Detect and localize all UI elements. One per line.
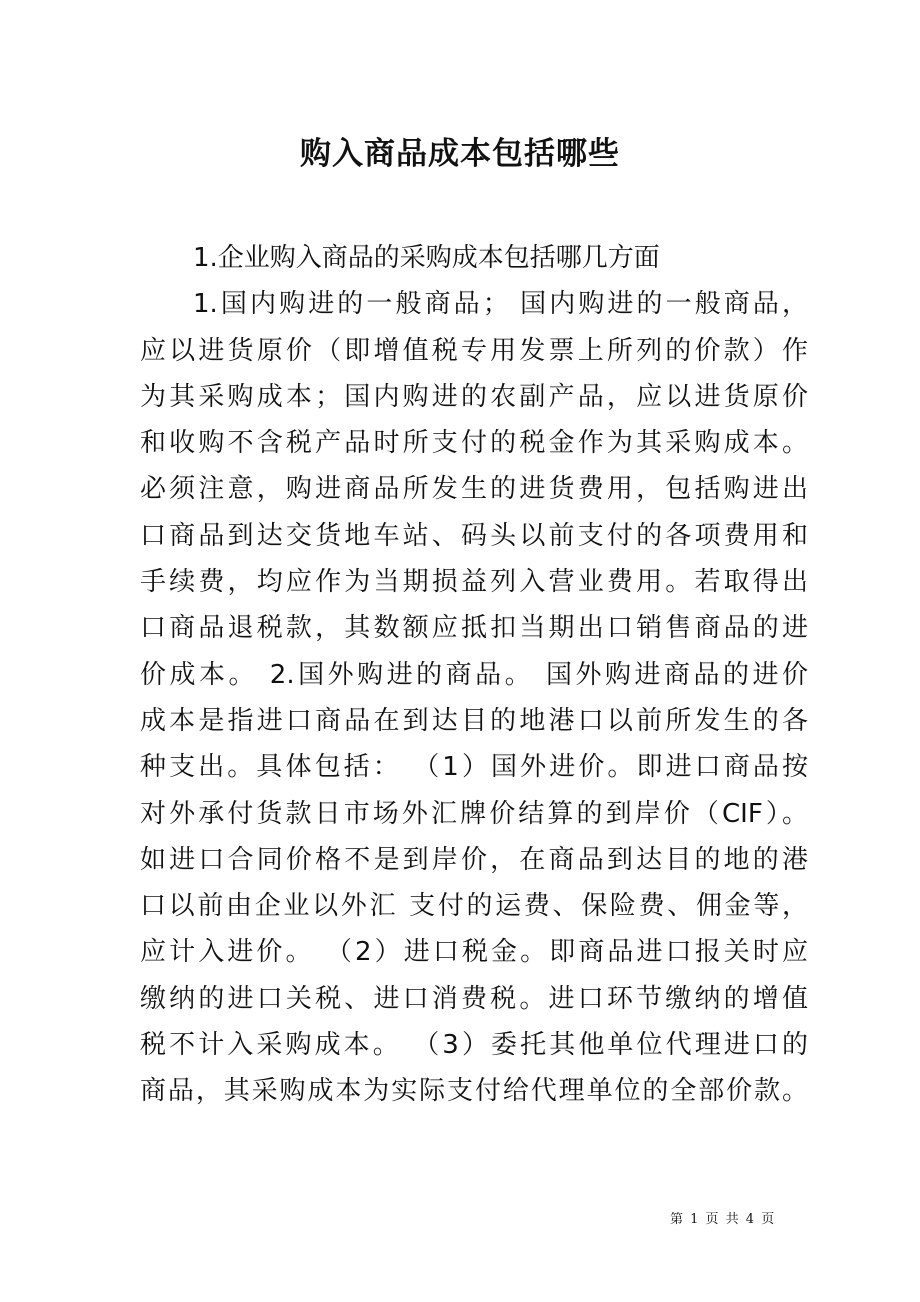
text-line: 和收购不含税产品时所支付的税金作为其采购成本。: [140, 428, 808, 459]
text-line: 应计入进价。 （2）进口税金。即商品进口报关时应: [140, 937, 808, 968]
text-line: 缴纳的进口关税、进口消费税。进口环节缴纳的增值: [140, 983, 808, 1014]
page-number-footer: 第 1 页 共 4 页: [670, 1212, 775, 1227]
text-line: 种支出。具体包括： （1）国外进价。即进口商品按: [140, 752, 808, 783]
text-line: 价成本。 2.国外购进的商品。 国外购进商品的进价: [140, 659, 808, 690]
document-body: [140, 238, 808, 1118]
text-line: 为其采购成本；国内购进的农副产品，应以进货原价: [140, 381, 808, 412]
text-line: 手续费，均应作为当期损益列入营业费用。若取得出: [140, 567, 808, 598]
text-line: 必须注意，购进商品所发生的进货费用，包括购进出: [140, 474, 808, 505]
text-line: 口商品到达交货地车站、码头以前支付的各项费用和: [140, 520, 808, 551]
text-line: 口以前由企业以外汇 支付的运费、保险费、佣金等，: [140, 891, 808, 922]
heading-line: 1.企业购入商品的采购成本包括哪几方面: [193, 243, 660, 273]
text-line: 口商品退税款，其数额应抵扣当期出口销售商品的进: [140, 613, 808, 644]
text-line: 1.国内购进的一般商品； 国内购进的一般商品，: [193, 289, 808, 320]
text-line: 应以进货原价（即增值税专用发票上所列的价款）作: [140, 335, 808, 366]
text-line: 对外承付货款日市场外汇牌价结算的到岸价（CIF）。: [140, 798, 808, 829]
document-title: 购入商品成本包括哪些: [300, 136, 620, 172]
text-line: 商品，其采购成本为实际支付给代理单位的全部价款。: [140, 1076, 808, 1107]
text-line: 如进口合同价格不是到岸价，在商品到达目的地的港: [140, 844, 808, 875]
text-line: 成本是指进口商品在到达目的地港口以前所发生的各: [140, 705, 808, 736]
text-line: 税不计入采购成本。 （3）委托其他单位代理进口的: [140, 1030, 808, 1061]
